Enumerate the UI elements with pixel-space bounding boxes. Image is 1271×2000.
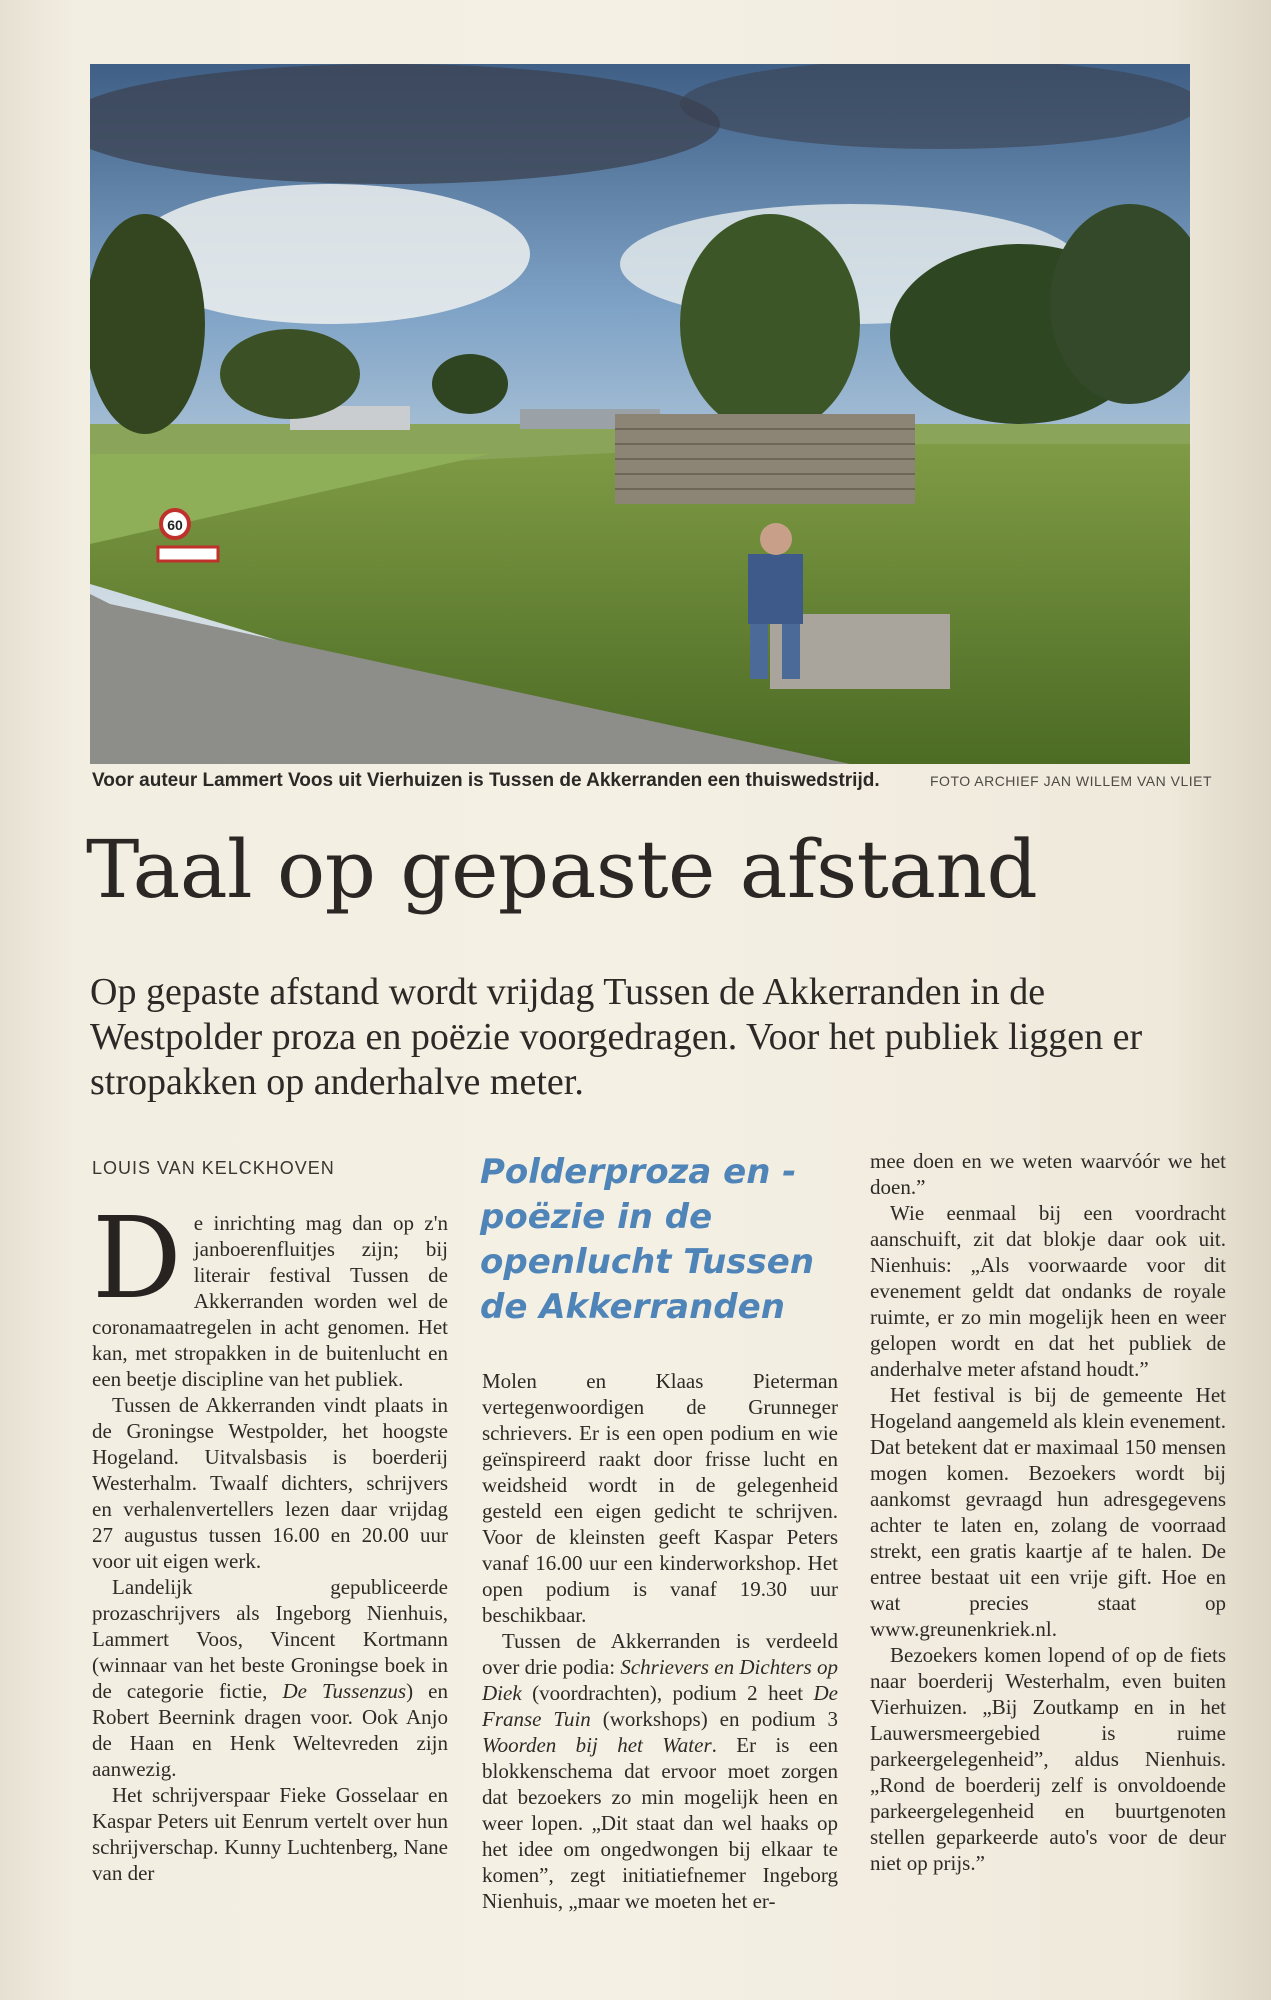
landscape-photo-icon xyxy=(90,64,1190,764)
article-column-2 xyxy=(482,1368,838,1914)
photo-caption: Voor auteur Lammert Voos uit Vierhuizen is Tussen de Akkerranden een thuiswedstrijd. xyxy=(92,770,880,791)
article-column-3 xyxy=(870,1148,1226,1876)
drop-cap: D xyxy=(92,1194,182,1324)
paragraph: Het festival is bij de gemeente Het Hogeland aangemeld als klein evenement. Dat betekent dat er maximaal 150 mensen mogen komen. Bezoekers wordt bij aankomst gevraagd hun adresgegevens achter te laten en, zolang de voorraad strekt, een gratis kaartje af te halen. De entree bestaat uit een vrije gift. Hoe en wat precies staat op www.greunenkriek.nl. xyxy=(870,1383,1226,1641)
paragraph: Tussen de Akkerranden vindt plaats in de Groningse Westpolder, het hoogste Hogeland. Uitvalsbasis is boerderij Westerhalm. Twaalf dichters, schrijvers en verhalenvertellers lezen daar vrijdag 27 augustus tussen 16.00 en 20.00 uur voor uit eigen werk. xyxy=(92,1393,448,1573)
dark-cloud xyxy=(90,64,720,184)
paragraph: De inrichting mag dan op z'n janboerenfluitjes zijn; bij literair festival Tussen de Akkerranden worden wel de coronamaatregelen in acht genomen. Het kan, met stropakken in de buitenlucht en een beetje discipline van het publiek. xyxy=(92,1194,448,1391)
paragraph: Landelijk gepubliceerde prozaschrijvers als Ingeborg Nienhuis, Lammert Voos, Vincent Kortmann (winnaar van het beste Groningse boek in de categorie fictie, De Tussenzus) en Robert Beernink dragen voor. Ook Anjo de Haan en Henk Weltevreden zijn aanwezig. xyxy=(92,1575,448,1781)
paragraph: Tussen de Akkerranden is verdeeld over drie podia: Schrievers en Dichters op Diek (voordrachten), podium 2 heet De Franse Tuin (workshops) en podium 3 Woorden bij het Water. Er is een blokkenschema dat ervoor moet zorgen dat bezoekers zo min mogelijk heen en weer lopen. „Dit staat dan wel haaks op het idee om ongedwongen bij elkaar te komen”, zegt initiatiefnemer Ingeborg Nienhuis, „maar we moeten het er- xyxy=(482,1629,839,1913)
tree xyxy=(90,214,205,434)
headline: Taal op gepaste afstand xyxy=(86,823,1038,916)
article-photo xyxy=(90,64,1190,764)
paragraph: Het schrijverspaar Fieke Gosselaar en Kaspar Peters uit Eenrum vertelt over hun schrijverschap. Kunny Luchtenberg, Nane van der xyxy=(92,1783,448,1885)
tree xyxy=(680,214,860,434)
byline: LOUIS VAN KELCKHOVEN xyxy=(92,1158,335,1178)
person-head xyxy=(760,523,792,555)
tree xyxy=(220,329,360,419)
paragraph: Molen en Klaas Pieterman vertegenwoordigen de Grunneger schrievers. Er is een open podium en wie geïnspireerd raakt door frisse lucht en weidsheid wordt in de gelegenheid gesteld een eigen gedicht te schrijven. Voor de kleinsten geeft Kaspar Peters vanaf 16.00 uur een kinderworkshop. Het open podium is vanaf 19.30 uur beschikbaar. xyxy=(482,1369,838,1627)
speed-sign-text: 60 xyxy=(167,517,183,533)
paragraph: Wie eenmaal bij een voordracht aanschuift, zit dat blokje daar ook uit. Nienhuis: „Als voorwaarde voor dit evenement geldt dat ondanks de royale ruimte, er zo min mogelijk heen en weer gelopen wordt en dat het publiek de anderhalve meter afstand houdt.” xyxy=(870,1201,1226,1381)
lead-paragraph: Op gepaste afstand wordt vrijdag Tussen de Akkerranden in de Westpolder proza en poëzie voorgedragen. Voor het publiek liggen er stropakken op anderhalve meter. xyxy=(90,971,1143,1103)
paragraph: mee doen en we weten waarvóór we het doen.” xyxy=(870,1149,1226,1199)
tree xyxy=(432,354,508,414)
photo-credit: FOTO ARCHIEF JAN WILLEM VAN VLIET xyxy=(930,773,1213,789)
subhead: Polderproza en -poëzie in de openlucht Tussen de Akkerranden xyxy=(480,1152,815,1327)
article-column-1 xyxy=(92,1194,448,1886)
paragraph: Bezoekers komen lopend of op de fiets naar boerderij Westerhalm, even buiten Vierhuizen. „Bij Zoutkamp en in het Lauwersmeergebied is ruime parkeergelegenheid”, aldus Nienhuis. „Rond de boerderij zelf is onvoldoende parkeergelegenheid en buurtgenoten stellen geparkeerde auto's voor de deur niet op prijs.” xyxy=(870,1643,1226,1875)
person-seated xyxy=(748,554,803,624)
